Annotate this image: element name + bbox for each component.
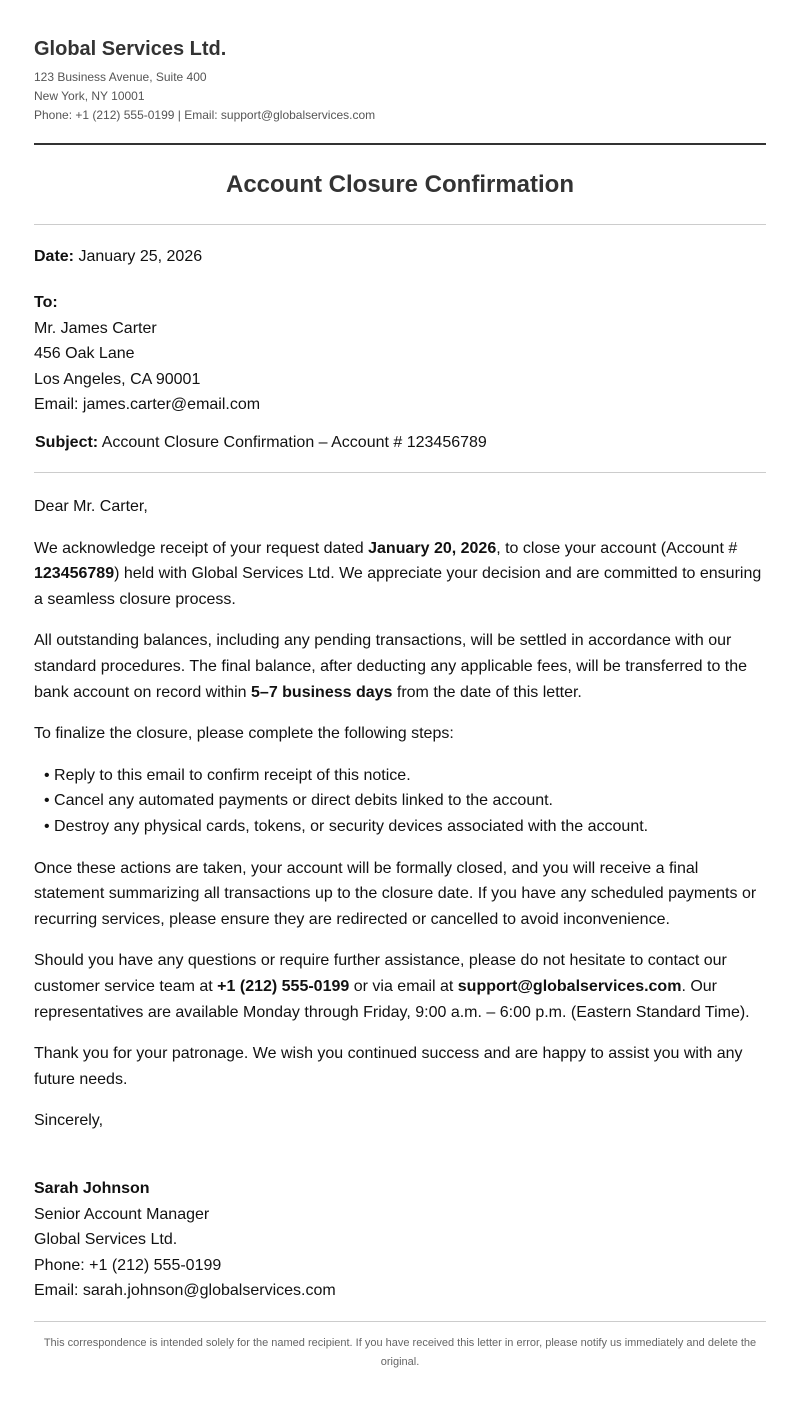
- paragraph-thanks: Thank you for your patronage. We wish you continued success and are happy to assist you with any future needs.: [34, 1045, 743, 1088]
- support-phone: +1 (212) 555-0199: [217, 977, 350, 995]
- support-email: support@globalservices.com: [457, 977, 682, 995]
- company-contact: Phone: +1 (212) 555-0199 | Email: support@globalservices.com: [34, 108, 376, 122]
- signer-name: Sarah Johnson: [34, 1180, 150, 1197]
- recipient-street: 456 Oak Lane: [34, 345, 135, 362]
- paragraph-closure-info: Once these actions are taken, your account will be formally closed, and you will receive a final statement summarizing all transactions up to the closure date. If you have any scheduled payments or recurring services, please ensure they are redirected or cancelled to avoid inconvenience.: [34, 859, 757, 928]
- salutation: Dear Mr. Carter,: [34, 498, 148, 515]
- footer-divider: [34, 1321, 766, 1322]
- step-item: • Destroy any physical cards, tokens, or security devices associated with the account.: [44, 814, 766, 840]
- letter-title: Account Closure Confirmation: [225, 171, 574, 198]
- step-item: • Cancel any automated payments or direct debits linked to the account.: [44, 788, 766, 814]
- recipient-city: Los Angeles, CA 90001: [34, 370, 201, 388]
- closing: Sincerely,: [34, 1112, 104, 1130]
- date-label: Date:: [34, 248, 75, 265]
- company-address: [34, 68, 375, 125]
- subject-divider: [34, 472, 766, 473]
- steps-list: [34, 763, 766, 840]
- address-line-1: 123 Business Avenue, Suite 400: [34, 70, 207, 84]
- signature-block: [34, 1176, 336, 1304]
- signer-company: Global Services Ltd.: [34, 1231, 178, 1248]
- company-name: Global Services Ltd.: [34, 38, 227, 60]
- subject-line: [35, 434, 487, 452]
- paragraph-acknowledgement: We acknowledge receipt of your request dated January 20, 2026, to close your account (Account # 123456789) held with Global Services Ltd. We appreciate your decision and are committed to ensuring a seamless closure process.: [34, 539, 762, 608]
- signer-phone: Phone: +1 (212) 555-0199: [34, 1256, 222, 1274]
- account-number: 123456789: [34, 565, 115, 583]
- address-line-2: New York, NY 10001: [34, 89, 145, 103]
- request-date: January 20, 2026: [368, 539, 497, 557]
- letter-body: [34, 494, 766, 1150]
- signer-role: Senior Account Manager: [34, 1205, 210, 1223]
- step-item: • Reply to this email to confirm receipt of this notice.: [44, 763, 766, 789]
- confidentiality-footer: This correspondence is intended solely for the named recipient. If you have received this letter in error, please notify us immediately and delete the original.: [43, 1337, 757, 1368]
- paragraph-balances: All outstanding balances, including any pending transactions, will be settled in accordance with our standard procedures. The final balance, after deducting any applicable fees, will be transferred to the bank account on record within 5–7 business days from the date of this letter.: [34, 632, 748, 701]
- signer-email: Email: sarah.johnson@globalservices.com: [34, 1282, 336, 1299]
- recipient-label: To:: [34, 294, 58, 311]
- title-divider: [34, 224, 766, 225]
- transfer-timeframe: 5–7 business days: [251, 683, 393, 701]
- subject-label: Subject:: [35, 434, 99, 451]
- date-value: January 25, 2026: [78, 248, 203, 265]
- paragraph-steps-intro: To finalize the closure, please complete the following steps:: [34, 725, 454, 743]
- recipient-block: [34, 290, 260, 418]
- recipient-name: Mr. James Carter: [34, 319, 157, 337]
- subject-value: Account Closure Confirmation – Account # 123456789: [101, 434, 487, 451]
- header-divider: [34, 143, 766, 145]
- letter-date: [34, 248, 202, 266]
- recipient-email: Email: james.carter@email.com: [34, 396, 261, 413]
- paragraph-contact: Should you have any questions or require further assistance, please do not hesitate to contact our customer service team at +1 (212) 555-0199 or via email at support@globalservices.com. Our representatives are available Monday through Friday, 9:00 a.m. – 6:00 p.m. (Eastern Standard Time).: [34, 952, 750, 1021]
